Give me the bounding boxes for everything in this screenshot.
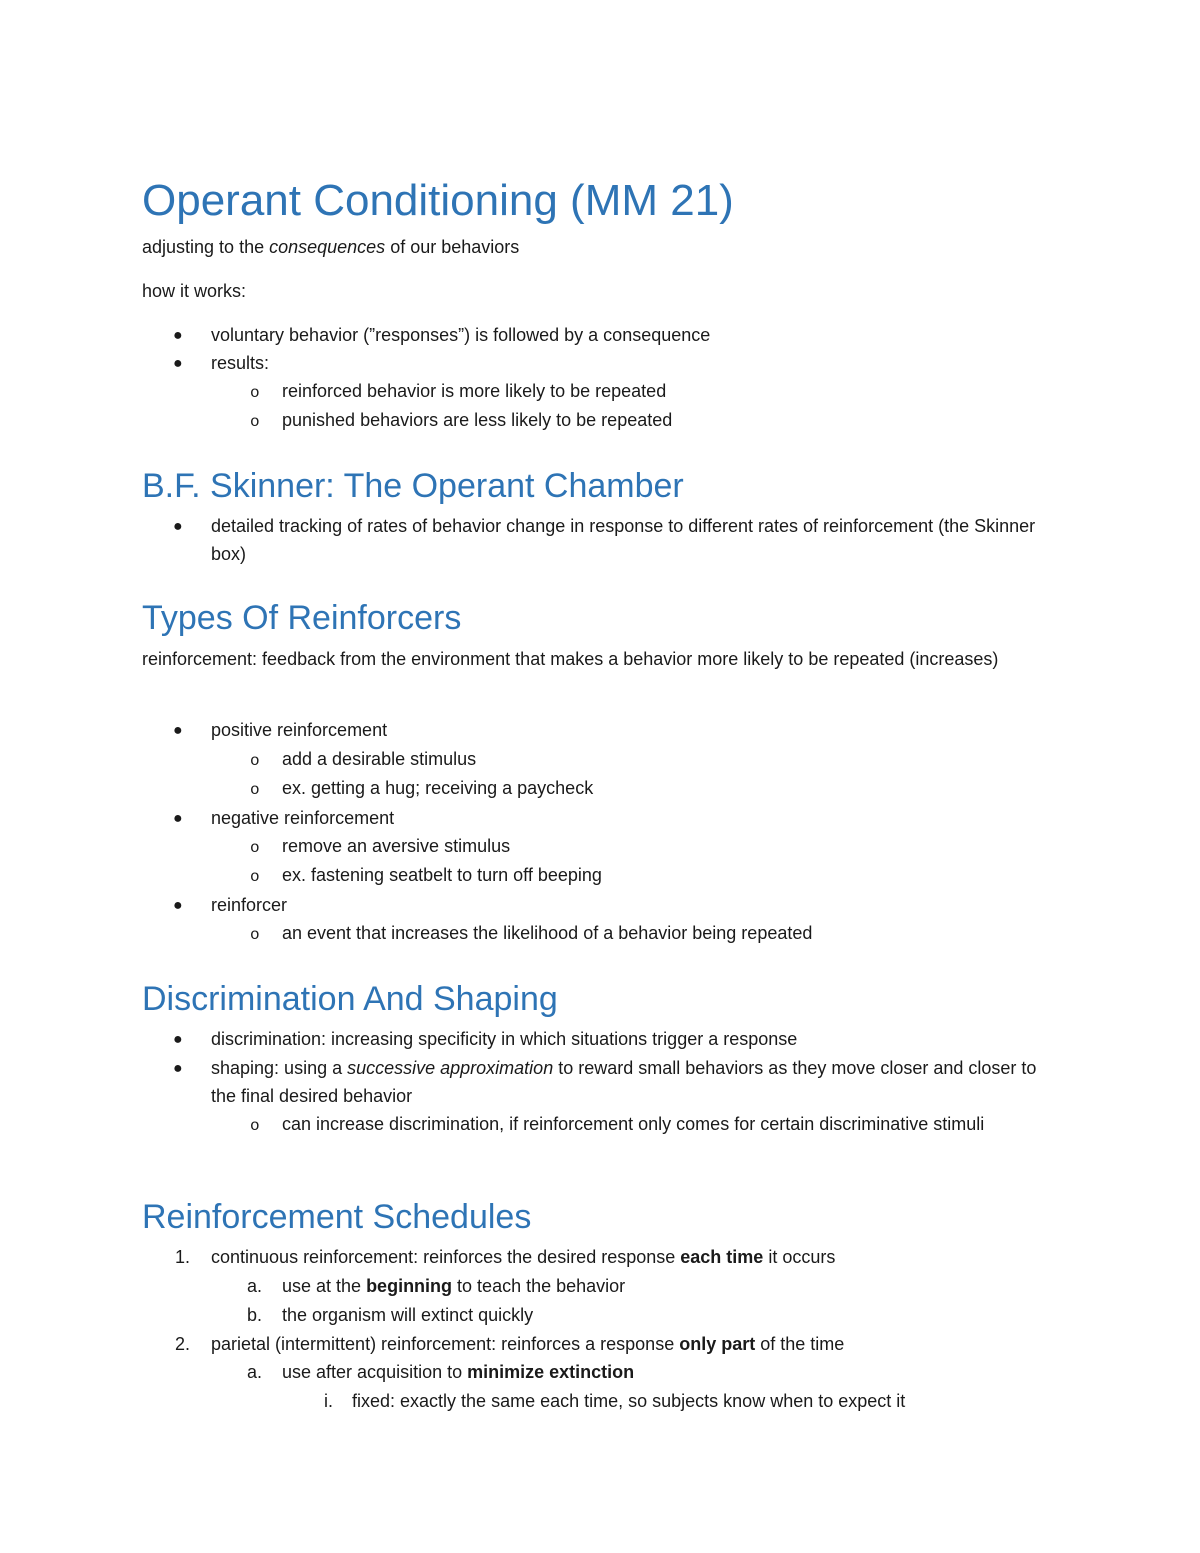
bullet-marker: ● bbox=[173, 722, 183, 739]
continuous-a-text: use at the bbox=[282, 1276, 367, 1296]
sub-bullet-marker: o bbox=[250, 413, 260, 431]
list-item-parietal-a-i: fixed: exactly the same each time, so subjects know when to expect it bbox=[352, 1391, 906, 1411]
sub-bullet-marker: o bbox=[250, 839, 260, 857]
parietal-a-bold: minimize extinction bbox=[467, 1362, 635, 1382]
list-item-skinner-box: detailed tracking of rates of behavior change in response to different rates of reinforcement (the Skinner box) bbox=[211, 516, 1036, 564]
bullet-marker: ● bbox=[173, 327, 183, 344]
list-item-continuous-b: the organism will extinct quickly bbox=[282, 1305, 534, 1325]
list-item-reinforcer: reinforcer bbox=[211, 895, 288, 915]
sub-bullet-marker: o bbox=[250, 384, 260, 402]
list-item-results: results: bbox=[211, 353, 270, 373]
list-item-positive: positive reinforcement bbox=[211, 720, 388, 740]
parietal-text: parietal (intermittent) reinforcement: reinforces a response bbox=[211, 1334, 680, 1354]
list-item-reinforced: reinforced behavior is more likely to be repeated bbox=[282, 381, 667, 401]
list-item-positive-2: ex. getting a hug; receiving a paycheck bbox=[282, 778, 594, 798]
list-letter: a. bbox=[246, 1362, 262, 1382]
how-it-works-label: how it works: bbox=[142, 281, 247, 301]
continuous-text-end: it occurs bbox=[763, 1247, 836, 1267]
intro-text-end: of our behaviors bbox=[385, 237, 520, 257]
list-number: 1. bbox=[174, 1247, 190, 1267]
list-item-punished: punished behaviors are less likely to be repeated bbox=[282, 410, 673, 430]
list-roman: i. bbox=[324, 1391, 333, 1411]
parietal-bold: only part bbox=[679, 1334, 756, 1354]
shaping-text-end: to reward small behaviors as they move closer and closer to the final desired behavior bbox=[211, 1058, 1037, 1106]
continuous-a-bold: beginning bbox=[366, 1276, 453, 1296]
reinforcement-definition: reinforcement: feedback from the environment that makes a behavior more likely to be repeated (increases) bbox=[142, 649, 999, 669]
list-item-shaping-sub: can increase discrimination, if reinforcement only comes for certain discriminative stimuli bbox=[282, 1114, 985, 1134]
continuous-bold: each time bbox=[680, 1247, 764, 1267]
bullet-marker: ● bbox=[173, 1031, 183, 1048]
list-letter: b. bbox=[246, 1305, 262, 1325]
list-item-continuous-a bbox=[282, 1272, 625, 1300]
list-item-shaping bbox=[211, 1054, 1041, 1110]
intro-text: adjusting to the bbox=[142, 237, 270, 257]
section-heading-discrimination: Discrimination And Shaping bbox=[142, 980, 558, 1018]
list-item-positive-1: add a desirable stimulus bbox=[282, 749, 477, 769]
sub-bullet-marker: o bbox=[250, 1117, 260, 1135]
intro-line bbox=[142, 233, 519, 261]
page-title: Operant Conditioning (MM 21) bbox=[142, 176, 734, 225]
section-heading-schedules: Reinforcement Schedules bbox=[142, 1198, 532, 1236]
list-item-negative-1: remove an aversive stimulus bbox=[282, 836, 511, 856]
intro-emphasis: consequences bbox=[269, 237, 386, 257]
parietal-text-end: of the time bbox=[755, 1334, 845, 1354]
sub-bullet-marker: o bbox=[250, 926, 260, 944]
section-heading-types: Types Of Reinforcers bbox=[142, 599, 462, 637]
list-item-continuous bbox=[211, 1243, 835, 1271]
list-item-reinforcer-1: an event that increases the likelihood of a behavior being repeated bbox=[282, 923, 813, 943]
bullet-marker: ● bbox=[173, 810, 183, 827]
bullet-marker: ● bbox=[173, 1060, 183, 1077]
list-number: 2. bbox=[174, 1334, 190, 1354]
parietal-a-text: use after acquisition to bbox=[282, 1362, 468, 1382]
section-heading-skinner: B.F. Skinner: The Operant Chamber bbox=[142, 467, 684, 505]
sub-bullet-marker: o bbox=[250, 781, 260, 799]
bullet-marker: ● bbox=[173, 897, 183, 914]
list-item-negative: negative reinforcement bbox=[211, 808, 395, 828]
list-item-parietal-a bbox=[282, 1358, 634, 1386]
shaping-text: shaping: using a bbox=[211, 1058, 348, 1078]
continuous-a-text-end: to teach the behavior bbox=[452, 1276, 626, 1296]
shaping-emphasis: successive approximation bbox=[347, 1058, 554, 1078]
list-item-parietal bbox=[211, 1330, 844, 1358]
continuous-text: continuous reinforcement: reinforces the desired response bbox=[211, 1247, 681, 1267]
bullet-marker: ● bbox=[173, 355, 183, 372]
list-item-negative-2: ex. fastening seatbelt to turn off beeping bbox=[282, 865, 602, 885]
sub-bullet-marker: o bbox=[250, 752, 260, 770]
sub-bullet-marker: o bbox=[250, 868, 260, 886]
list-item-discrimination: discrimination: increasing specificity in which situations trigger a response bbox=[211, 1029, 798, 1049]
list-item-voluntary: voluntary behavior (”responses”) is followed by a consequence bbox=[211, 325, 711, 345]
bullet-marker: ● bbox=[173, 518, 183, 535]
list-letter: a. bbox=[246, 1276, 262, 1296]
